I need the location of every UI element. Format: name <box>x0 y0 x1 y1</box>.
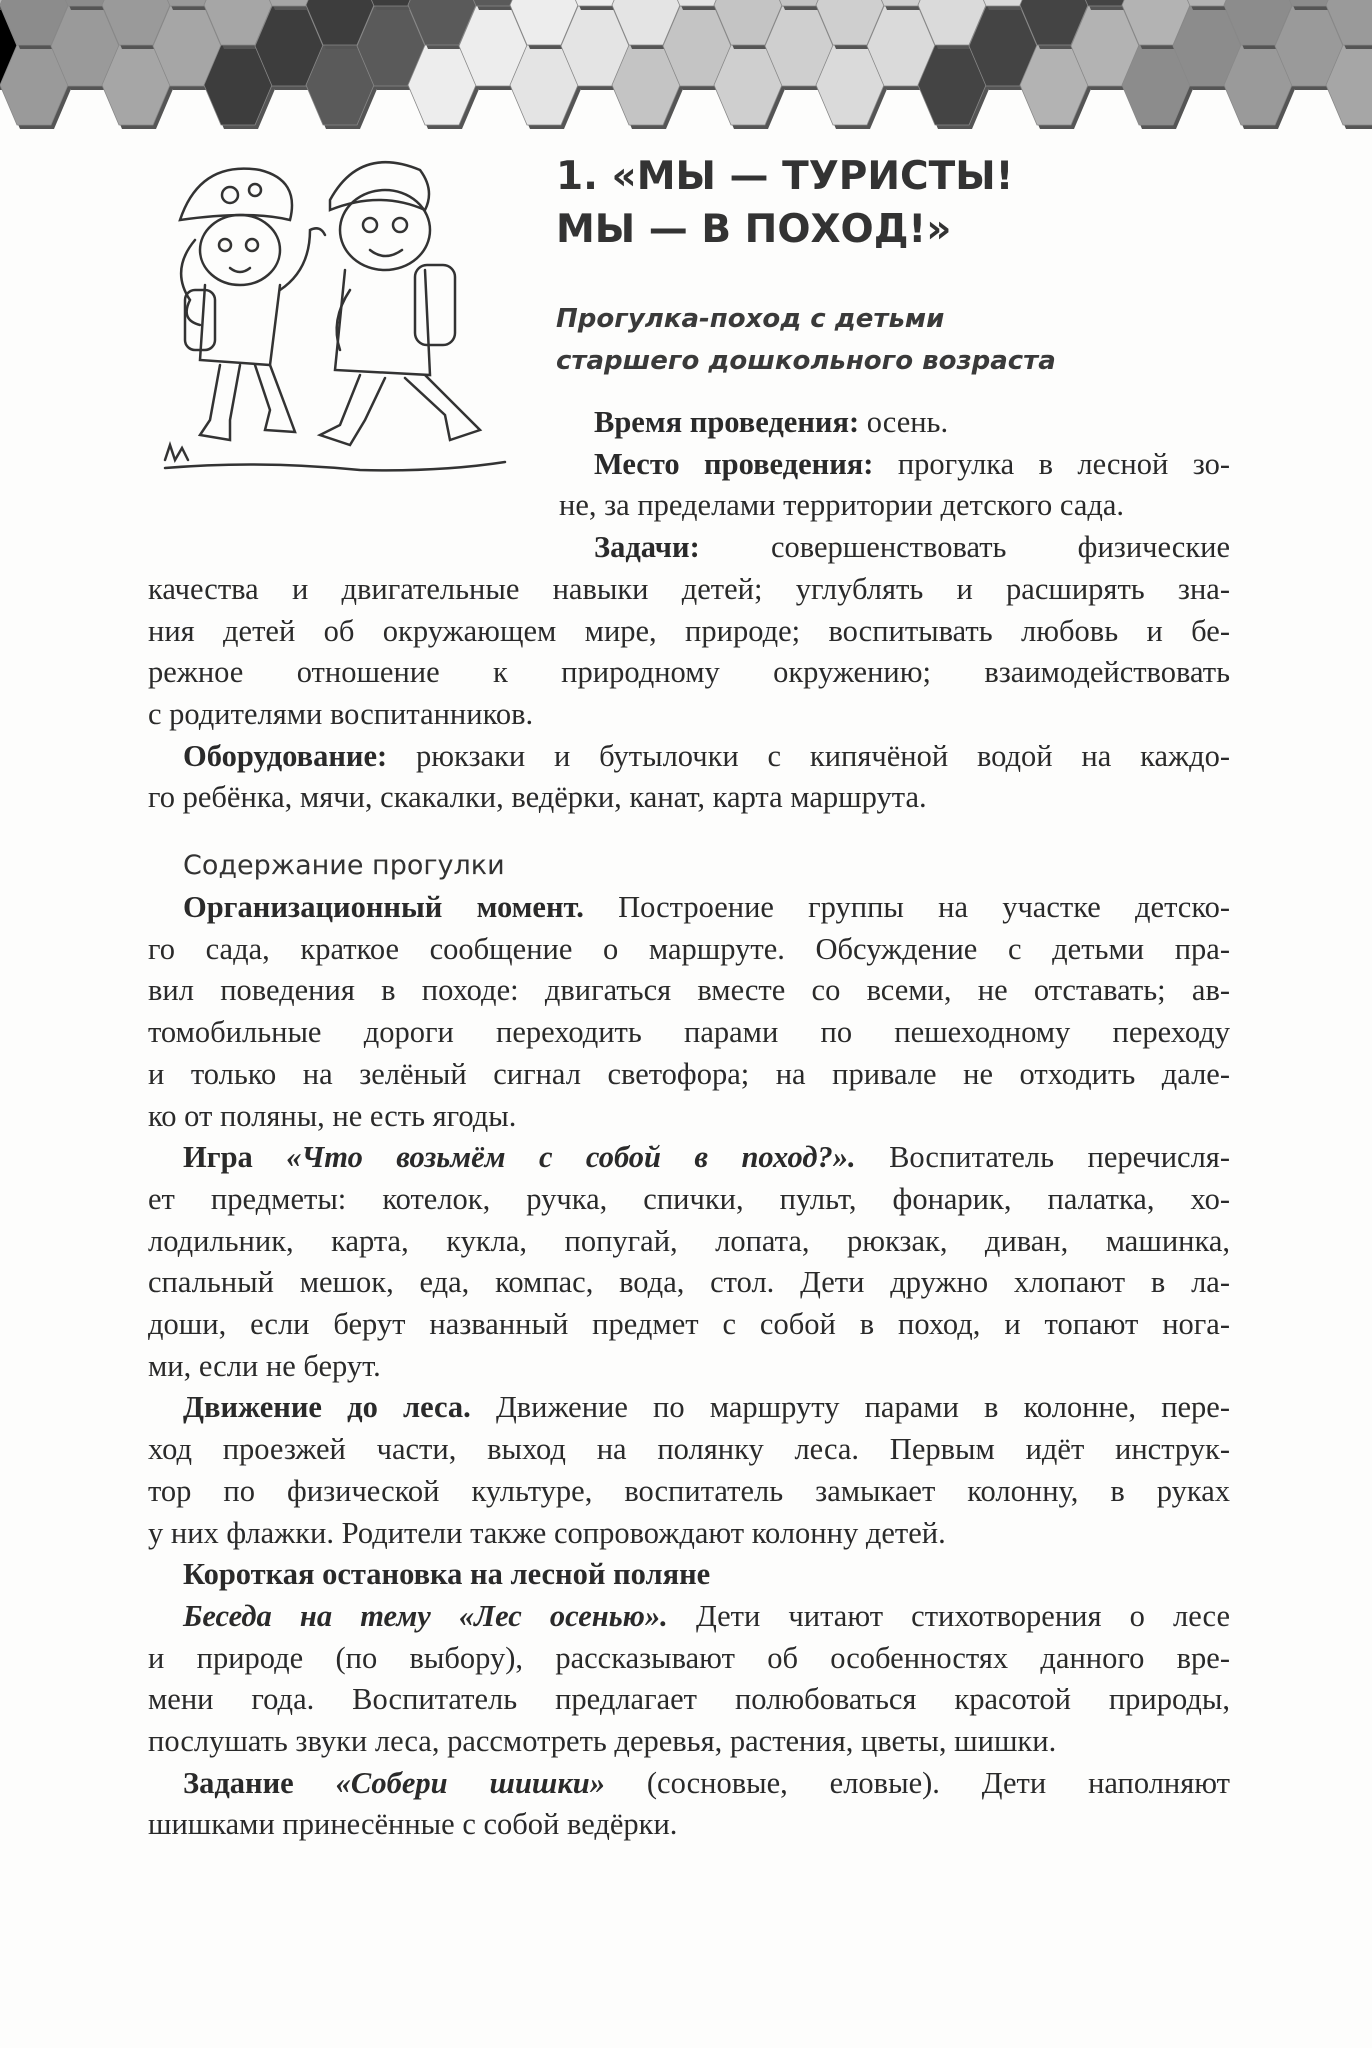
emphasis-text: Задание <box>183 1765 336 1800</box>
text-line <box>148 1303 1230 1345</box>
body-text: Дети читают стихотворения о лесе <box>667 1598 1230 1633</box>
body-text: рюкзаки и бутылочки с кипячёной водой на каждо- <box>387 738 1230 773</box>
text-line <box>148 1053 1230 1095</box>
text-line <box>148 1720 1230 1762</box>
boy-cap <box>330 162 429 210</box>
text-line <box>148 651 1230 693</box>
body-text: и только на зелёный сигнал светофора; на привале не отходить дале- <box>148 1056 1230 1091</box>
page-title <box>556 150 1013 256</box>
text-line <box>594 443 1230 485</box>
text-line <box>559 484 1230 526</box>
girl-face <box>200 215 280 285</box>
body-text: послушать звуки леса, рассмотреть деревья, растения, цветы, шишки. <box>148 1724 1057 1758</box>
text-line <box>183 886 1230 928</box>
body-text: томобильные дороги переходить парами по пешеходному переходу <box>148 1015 1230 1050</box>
body-text: мени года. Воспитатель предлагает полюбоваться красотой природы, <box>148 1682 1230 1717</box>
text-line <box>148 693 1230 735</box>
text-line <box>148 568 1230 610</box>
text-line <box>148 969 1230 1011</box>
grass <box>165 445 505 470</box>
subtitle-line-2: старшего дошкольного возраста <box>556 346 1056 376</box>
body-text: Воспитатель перечисля- <box>855 1140 1230 1175</box>
body-text: ми, если не берут. <box>148 1348 381 1383</box>
body-text: у них флажки. Родители также сопровождают колонну детей. <box>148 1515 946 1550</box>
text-line <box>148 1261 1230 1303</box>
subtitle-line-1: Прогулка-поход с детьми <box>556 304 945 334</box>
text-line <box>183 1762 1230 1804</box>
girl-hat <box>180 169 292 220</box>
emphasis-text: Движение до леса. <box>183 1390 471 1425</box>
text-line <box>148 1678 1230 1720</box>
boy-face <box>340 190 430 270</box>
body-text: лодильник, карта, кукла, попугай, лопата, рюкзак, диван, машинка, <box>148 1223 1230 1258</box>
body-text: го сада, краткое сообщение о маршруте. Обсуждение с детьми пра- <box>148 931 1230 966</box>
emphasis-text: Место проведения: <box>594 446 874 481</box>
text-line <box>148 928 1230 970</box>
text-line <box>183 1553 1230 1595</box>
text-line <box>148 1803 1230 1845</box>
emphasis-text: Игра <box>183 1140 287 1175</box>
body-text: качества и двигательные навыки детей; углублять и расширять зна- <box>148 571 1230 606</box>
text-line <box>148 1428 1230 1470</box>
section-heading: Содержание прогулки <box>183 850 505 881</box>
body-text: го ребёнка, мячи, скакалки, ведёрки, канат, карта маршрута. <box>148 780 927 815</box>
body-text: Построение группы на участке детско- <box>583 890 1230 924</box>
title-line-1: 1. «МЫ — ТУРИСТЫ! <box>556 154 1014 199</box>
text-line <box>148 1470 1230 1512</box>
emphasis-text: Беседа на тему «Лес осенью». <box>183 1598 668 1633</box>
hiking-children-illustration <box>160 150 510 490</box>
emphasis-text: «Собери шишки» <box>335 1765 605 1800</box>
title-line-2: МЫ — В ПОХОД!» <box>556 207 952 252</box>
text-line <box>183 735 1230 777</box>
hexagon-pattern-banner <box>0 0 1372 140</box>
body-text: Движение по маршруту парами в колонне, пере- <box>470 1390 1230 1425</box>
body-text: режное отношение к природному окружению; взаимодействовать <box>148 655 1230 690</box>
body-text: спальный мешок, еда, компас, вода, стол. Дети дружно хлопают в ла- <box>148 1265 1230 1300</box>
text-line <box>183 1386 1230 1428</box>
emphasis-text: Задачи: <box>594 530 700 565</box>
body-text: с родителями воспитанников. <box>148 696 534 731</box>
emphasis-text: Оборудование: <box>183 738 388 773</box>
text-line <box>148 1637 1230 1679</box>
emphasis-text: Организационный момент. <box>183 890 584 924</box>
text-line <box>148 610 1230 652</box>
body-text: ход проезжей части, выход на полянку леса. Первым идёт инструк- <box>148 1432 1230 1467</box>
body-text: доши, если берут названный предмет с собой в поход, и топают нога- <box>148 1307 1230 1341</box>
emphasis-text: Время проведения: <box>594 405 860 439</box>
text-line <box>148 1095 1230 1137</box>
body-text: совершенствовать физические <box>699 530 1230 565</box>
text-line <box>148 776 1230 818</box>
text-line <box>183 1136 1230 1178</box>
body-text: тор по физической культуре, воспитатель замыкает колонну, в руках <box>148 1473 1230 1508</box>
body-text: вил поведения в походе: двигаться вместе со всеми, не отставать; ав- <box>148 973 1230 1008</box>
body-text: ко от поляны, не есть ягоды. <box>148 1098 517 1133</box>
text-line <box>594 401 1230 443</box>
text-line <box>148 1011 1230 1053</box>
body-text: прогулка в лесной зо- <box>873 446 1230 481</box>
text-line <box>148 1512 1230 1554</box>
text-line <box>594 526 1230 568</box>
body-text: осень. <box>859 405 949 439</box>
page-subtitle <box>556 298 1056 382</box>
text-line <box>148 1220 1230 1262</box>
text-line <box>148 1345 1230 1387</box>
text-line <box>183 1595 1230 1637</box>
emphasis-text: «Что возьмём с собой в поход?». <box>286 1140 856 1175</box>
body-text: ет предметы: котелок, ручка, спички, пульт, фонарик, палатка, хо- <box>148 1181 1230 1216</box>
emphasis-text: Короткая остановка на лесной поляне <box>183 1557 711 1592</box>
body-text: ния детей об окружающем мире, природе; воспитывать любовь и бе- <box>148 613 1230 648</box>
body-text: не, за пределами территории детского сада. <box>559 488 1125 523</box>
body-text: и природе (по выбору), рассказывают об особенностях данного вре- <box>148 1640 1230 1675</box>
body-text: шишками принесённые с собой ведёрки. <box>148 1807 678 1842</box>
text-line <box>148 1178 1230 1220</box>
body-text: (сосновые, еловые). Дети наполняют <box>605 1765 1230 1800</box>
